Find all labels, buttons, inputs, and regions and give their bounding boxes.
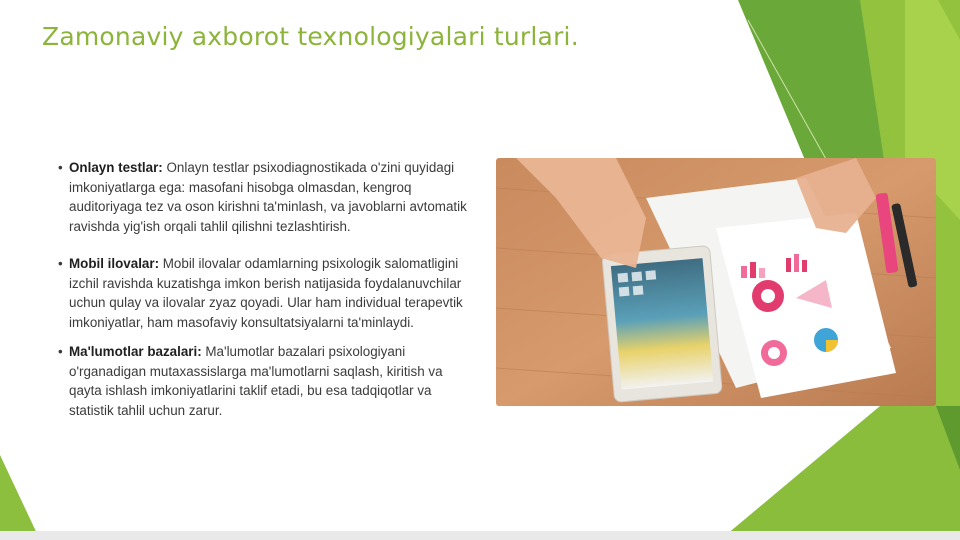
bullet-dot: • <box>58 160 63 175</box>
bullet-list <box>58 158 470 420</box>
bottom-bar <box>0 531 960 540</box>
bullet-term: Ma'lumotlar bazalari: <box>69 344 202 359</box>
bullet-term: Onlayn testlar: <box>69 160 163 175</box>
bullet-online-tests <box>58 158 470 236</box>
tablet <box>602 245 722 402</box>
bullet-dot: • <box>58 344 63 359</box>
bullet-mobile-apps <box>58 254 470 332</box>
deco-lower-green-shard <box>720 406 960 540</box>
bullet-dot: • <box>58 256 63 271</box>
bullet-databases <box>58 342 470 420</box>
tablet-charts-photo <box>496 158 936 406</box>
slide-title: Zamonaviy axborot texnologiyalari turlari. <box>42 22 579 51</box>
bullet-text: Onlayn testlar psixodiagnostikada o'zini quyidagi imkoniyatlarga ega: masofani hisobga olmasdan, kengroq auditoriyaga tez va oson kirishni ta'minlash, va javoblarni avtomatik ravishda yig'ish orqali tahlil qilishni tezlashtirish. <box>69 160 467 234</box>
bullet-text: Mobil ilovalar odamlarning psixologik salomatligini izchil ravishda kuzatishga imkon berish natijasida foydalanuvchilar uchun qulay va ilovalar zyaz qoyadi. Ular ham individual terapevtik imkoniyatlar, ham masofaviy konsultatsiyalarni ta'minlaydi. <box>69 256 463 330</box>
bullet-term: Mobil ilovalar: <box>69 256 160 271</box>
bullet-text: Ma'lumotlar bazalari psixologiyani o'rganadigan mutaxassislarga ma'lumotlarni saqlash, kiritish va qayta ishlash imkoniyatlarini taklif etadi, bu esa tadqiqotlar va statistik tahlil uchun zarur. <box>69 344 443 418</box>
deco-left-corner <box>0 455 40 540</box>
